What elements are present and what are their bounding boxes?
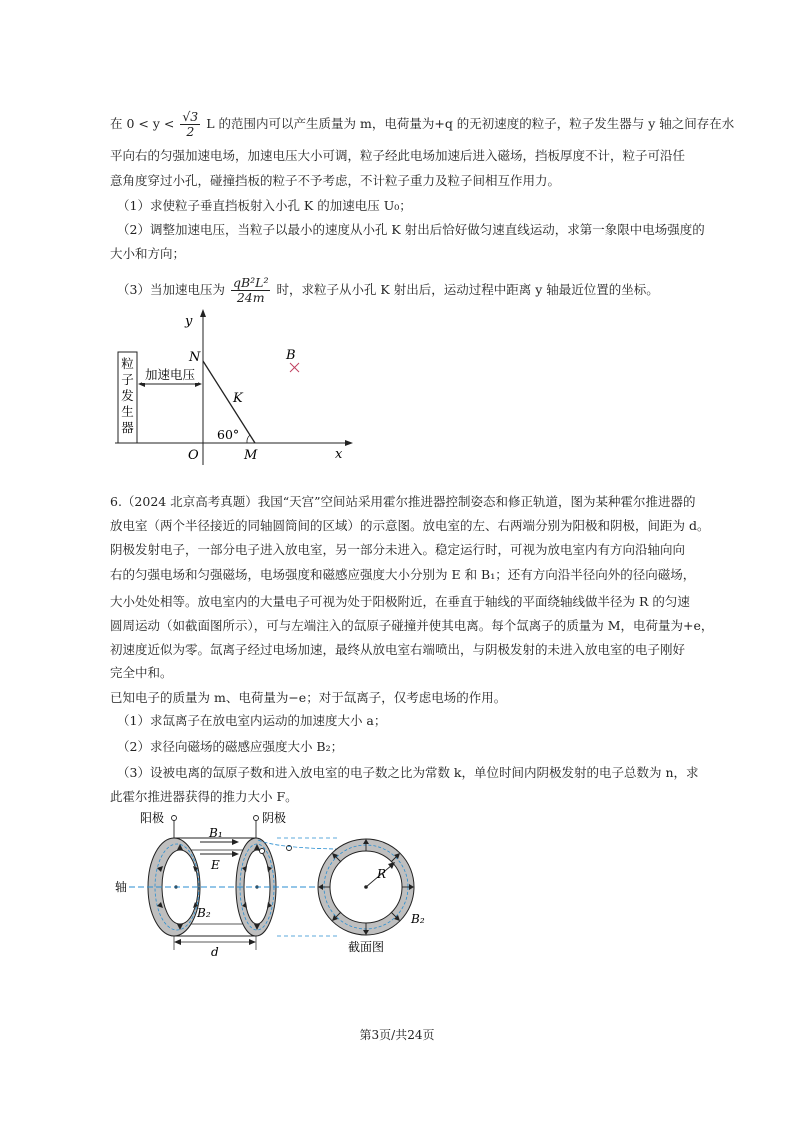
q5-sqrt3-over-2-fraction [180,110,200,139]
x-axis-arrow-icon [345,440,353,446]
q5-line-1 [110,110,734,139]
d-arrow-left-icon [174,939,181,945]
q5-line-3: 意角度穿过小孔，碰撞挡板的粒子不予考虑，不计粒子重力及粒子间相互作用力。 [110,173,561,188]
cathode-label: 阴极 [262,811,287,825]
angle-label: 60° [217,427,240,442]
emitted-electron-path [258,840,337,849]
generator-char-4: 生 [121,404,134,419]
q6-subquestion-3a: （3）设被电离的氙原子数和进入放电室的电子数之比为常数 k，单位时间内阴极发射的电子总数为 n，求 [117,765,699,780]
point-k-label: K [233,391,243,406]
q6-subquestion-1: （1）求氙离子在放电室内运动的加速度大小 a； [117,713,387,728]
q6-line-7: 初速度近似为零。氙离子经过电场加速，最终从放电室右端喷出，与阴极发射的未进入放电室的电子刚好 [110,642,686,657]
generator-char-3: 发 [121,388,134,403]
generator-char-1: 粒 [121,356,134,371]
q5-subquestion-3 [117,276,659,305]
point-n-label: N [189,350,201,365]
q5-coordinate-figure [105,305,365,470]
b1-arrowhead-icon [232,839,239,845]
q6-subquestion-3b: 此霍尔推进器获得的推力大小 F。 [110,789,298,804]
q5-voltage-fraction [231,276,271,305]
q6-line-3: 阴极发射电子，一部分电子进入放电室，另一部分未进入。稳定运行时，可视为放电室内有方向沿轴向向 [110,542,686,557]
fraction-numerator: √3 [182,109,199,124]
q5-subquestion-2b: 大小和方向； [110,246,186,261]
y-axis-arrow-icon [200,309,206,317]
b1-label: B₁ [209,826,223,840]
q5-subquestion-1: （1）求使粒子垂直挡板射入小孔 K 的加速电压 U₀； [117,198,412,213]
field-into-page-icon [290,363,299,372]
anode-terminal-icon [172,816,177,821]
x-axis-label: x [335,447,343,462]
q6-subquestion-2: （2）求径向磁场的磁感应强度大小 B₂； [117,739,344,754]
q6-line-5: 大小处处相等。放电室内的大量电子可视为处于阳极附近，在垂直于轴线的平面绕轴线做半径为 R 的匀速 [110,594,690,609]
cathode-terminal-icon [254,816,259,821]
e-arrowhead-icon [232,851,239,857]
generator-char-5: 器 [121,420,134,435]
q5-sub3-pre: （3）当加速电压为 [117,282,225,297]
q6-line-2: 放电室（两个半径接近的同轴圆筒间的区域）的示意图。放电室的左、右两端分别为阳极和阴极，间距为 d。 [110,518,710,533]
fraction-denominator: 2 [186,124,195,139]
q6-line-1: 6.（2024 北京高考真题）我国“天宫”空间站采用霍尔推进器控制姿态和修正轨道，图为某种霍尔推进器的 [110,494,696,509]
d-arrow-right-icon [249,939,256,945]
q5-sub3-post: 时，求粒子从小孔 K 射出后，运动过程中距离 y 轴最近位置的坐标。 [276,282,659,297]
radius-label: R [377,867,387,881]
q6-line-8: 完全中和。 [110,665,173,680]
point-m-label: M [244,448,258,463]
y-axis-label: y [185,314,193,329]
fraction-denominator: 24m [236,290,265,305]
angle-arc [247,435,250,443]
voltage-label: 加速电压 [144,367,196,382]
q6-line-4: 右的匀强电场和匀强磁场，电场强度和磁感应强度大小分别为 E 和 B₁；还有方向沿半径向外的径向磁场， [110,567,696,582]
page-number-footer: 第3页/共24页 [359,1028,435,1042]
fraction-numerator: qB²L² [232,275,269,290]
origin-label: O [188,448,199,463]
q5-line1-post: L 的范围内可以产生质量为 m，电荷量为+q 的无初速度的粒子，粒子发生器与 y 轴之间存在水 [206,116,735,131]
q5-line1-pre: 在 0 < y < [110,116,175,131]
cross-section-caption: 截面图 [347,940,385,954]
q5-line-2: 平向右的匀强加速电场，加速电压大小可调，粒子经此电场加速后进入磁场，挡板厚度不计，粒子可沿任 [110,148,686,163]
b2-section-label: B₂ [411,912,425,926]
q5-subquestion-2a: （2）调整加速电压，当粒子以最小的速度从小孔 K 射出后恰好做匀速直线运动，求第一象限中电场强度的 [117,222,705,237]
generator-char-2: 子 [121,372,134,387]
q6-line-6: 圆周运动（如截面图所示），可与左端注入的氙原子碰撞并使其电离。每个氙离子的质量为 M，电荷量为+e， [110,618,714,633]
q6-line-9: 已知电子的质量为 m、电荷量为−e；对于氙离子，仅考虑电场的作用。 [110,690,507,705]
q6-hall-thruster-figure [105,808,445,958]
e-label: E [211,858,220,872]
anode-label: 阳极 [140,811,165,825]
b2-side-label: B₂ [197,906,211,920]
d-label: d [211,945,219,958]
axis-label: 轴 [115,880,128,894]
electron-icon [260,849,265,854]
field-b-label: B [286,348,296,363]
